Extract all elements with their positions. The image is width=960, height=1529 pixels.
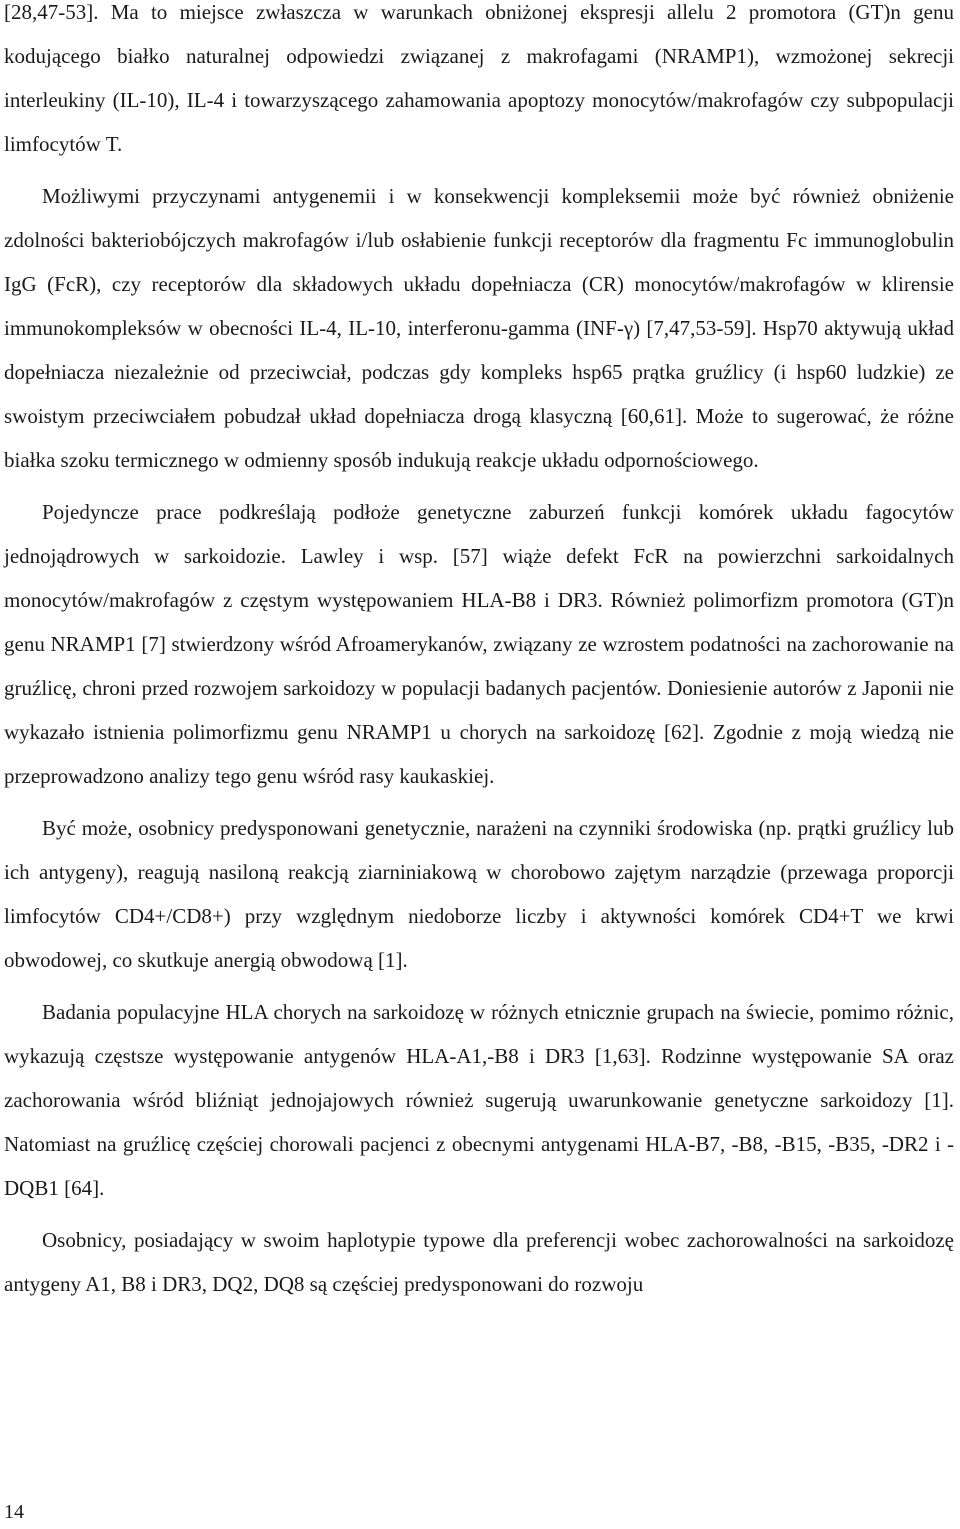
- page-number: 14: [4, 1501, 24, 1523]
- paragraph-4: Badania populacyjne HLA chorych na sarkoidozę w różnych etnicznie grupach na świecie, pomimo różnic, wykazują częstsze występowanie antygenów HLA-A1,-B8 i DR3 [1,63]. Rodzinne występowanie SA oraz zachorowania wśród bliźniąt jednojajowych również sugerują uwarunkowanie genetyczne sarkoidozy [1]. Natomiast na gruźlicę częściej chorowali pacjenci z obecnymi antygenami HLA-B7, -B8, -B15, -B35, -DR2 i -DQB1 [64].: [4, 1000, 954, 1200]
- paragraph-2: Pojedyncze prace podkreślają podłoże genetyczne zaburzeń funkcji komórek układu fagocytów jednojądrowych w sarkoidozie. Lawley i wsp. [57] wiąże defekt FcR na powierzchni sarkoidalnych monocytów/makrofagów z częstym występowaniem HLA-B8 i DR3. Również polimorfizm promotora (GT)n genu NRAMP1 [7] stwierdzony wśród Afroamerykanów, związany ze wzrostem podatności na zachorowanie na gruźlicę, chroni przed rozwojem sarkoidozy w populacji badanych pacjentów. Doniesienie autorów z Japonii nie wykazało istnienia polimorfizmu genu NRAMP1 u chorych na sarkoidozę [62]. Zgodnie z moją wiedzą nie przeprowadzono analizy tego genu wśród rasy kaukaskiej.: [4, 500, 954, 788]
- paragraph-5: Osobnicy, posiadający w swoim haplotypie typowe dla preferencji wobec zachorowalności na sarkoidozę antygeny A1, B8 i DR3, DQ2, DQ8 są częściej predysponowani do rozwoju: [4, 1228, 954, 1296]
- paragraph-0: [28,47-53]. Ma to miejsce zwłaszcza w warunkach obniżonej ekspresji allelu 2 promotora (GT)n genu kodującego białko naturalnej odpowiedzi związanej z makrofagami (NRAMP1), wzmożonej sekrecji interleukiny (IL-10), IL-4 i towarzyszącego zahamowania apoptozy monocytów/makrofagów czy subpopulacji limfocytów T.: [4, 0, 954, 156]
- paragraph-3: Być może, osobnicy predysponowani genetycznie, narażeni na czynniki środowiska (np. prątki gruźlicy lub ich antygeny), reagują nasiloną reakcją ziarniniakową w chorobowo zajętym narządzie (przewaga proporcji limfocytów CD4+/CD8+) przy względnym niedoborze liczby i aktywności komórek CD4+T we krwi obwodowej, co skutkuje anergią obwodową [1].: [4, 816, 954, 972]
- paragraph-1: Możliwymi przyczynami antygenemii i w konsekwencji kompleksemii może być również obniżenie zdolności bakteriobójczych makrofagów i/lub osłabienie funkcji receptorów dla fragmentu Fc immunoglobulin IgG (FcR), czy receptorów dla składowych układu dopełniacza (CR) monocytów/makrofagów w klirensie immunokompleksów w obecności IL-4, IL-10, interferonu-gamma (INF-γ) [7,47,53-59]. Hsp70 aktywują układ dopełniacza niezależnie od przeciwciał, podczas gdy kompleks hsp65 prątka gruźlicy (i hsp60 ludzkie) ze swoistym przeciwciałem pobudzał układ dopełniacza drogą klasyczną [60,61]. Może to sugerować, że różne białka szoku termicznego w odmienny sposób indukują reakcje układu odpornościowego.: [4, 184, 954, 472]
- document-page: [4, 0, 954, 1306]
